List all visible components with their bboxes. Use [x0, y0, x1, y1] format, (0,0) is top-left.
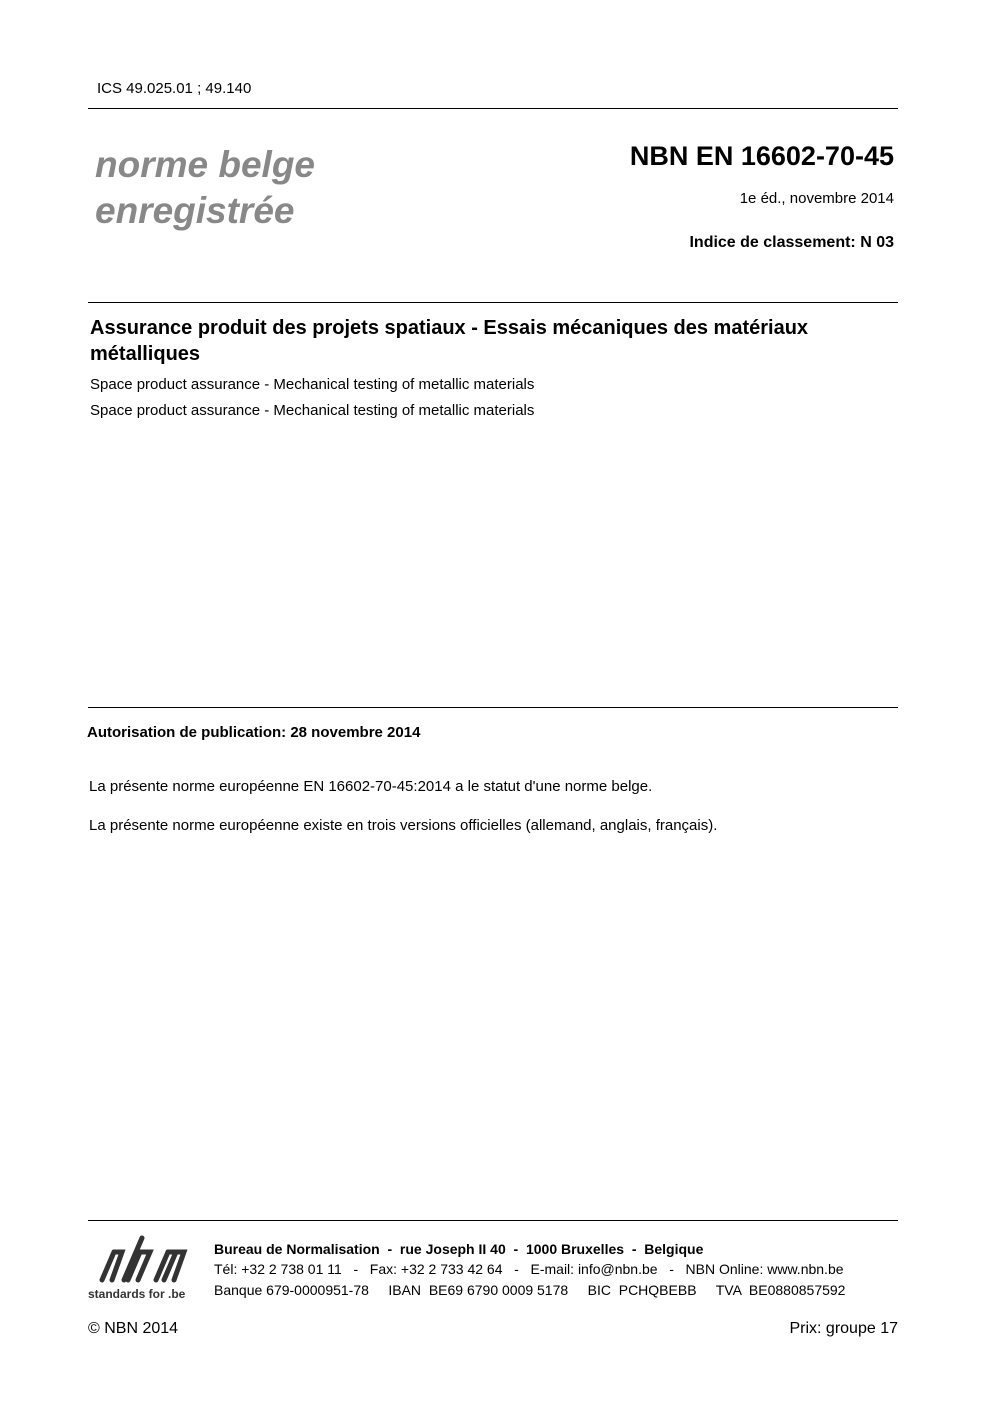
ics-code: ICS 49.025.01 ; 49.140 [97, 80, 252, 97]
footer-address: Bureau de Normalisation - rue Joseph II 40 - 1000 Bruxelles - Belgique [214, 1241, 704, 1257]
footer-divider [88, 1220, 898, 1221]
footer-bank: Banque 679-0000951-78 IBAN BE69 6790 0009 5178 BIC PCHQBEBB TVA BE0880857592 [214, 1282, 846, 1298]
copyright: © NBN 2014 [88, 1320, 179, 1337]
publication-divider [88, 707, 898, 708]
standard-number: NBN EN 16602-70-45 [629, 141, 894, 171]
logo-tagline: standards for .be [88, 1287, 186, 1301]
edition-date: 1e éd., novembre 2014 [739, 190, 894, 207]
english-title: Space product assurance - Mechanical testing of metallic materials [90, 376, 535, 393]
title-divider [88, 302, 898, 303]
french-title: Assurance produit des projets spatiaux - Essais mécaniques des matériaux métalliques [90, 317, 809, 365]
footer-contact: Tél: +32 2 738 01 11 - Fax: +32 2 733 42 64 - E-mail: info@nbn.be - NBN Online: www.nbn.be [214, 1261, 844, 1277]
classification-index: Indice de classement: N 03 [689, 234, 894, 251]
german-title: Space product assurance - Mechanical testing of metallic materials [90, 402, 535, 419]
norm-type-line2: enregistrée [95, 190, 295, 231]
norm-type-line1: norme belge [95, 144, 315, 185]
norm-type-title [95, 142, 315, 234]
versions-paragraph: La présente norme européenne existe en trois versions officielles (allemand, anglais, français). [89, 817, 718, 834]
price-group: Prix: groupe 17 [789, 1320, 898, 1337]
publication-authorisation: Autorisation de publication: 28 novembre 2014 [87, 724, 421, 741]
header-divider [88, 108, 898, 109]
status-paragraph: La présente norme européenne EN 16602-70-45:2014 a le statut d'une norme belge. [89, 778, 653, 795]
